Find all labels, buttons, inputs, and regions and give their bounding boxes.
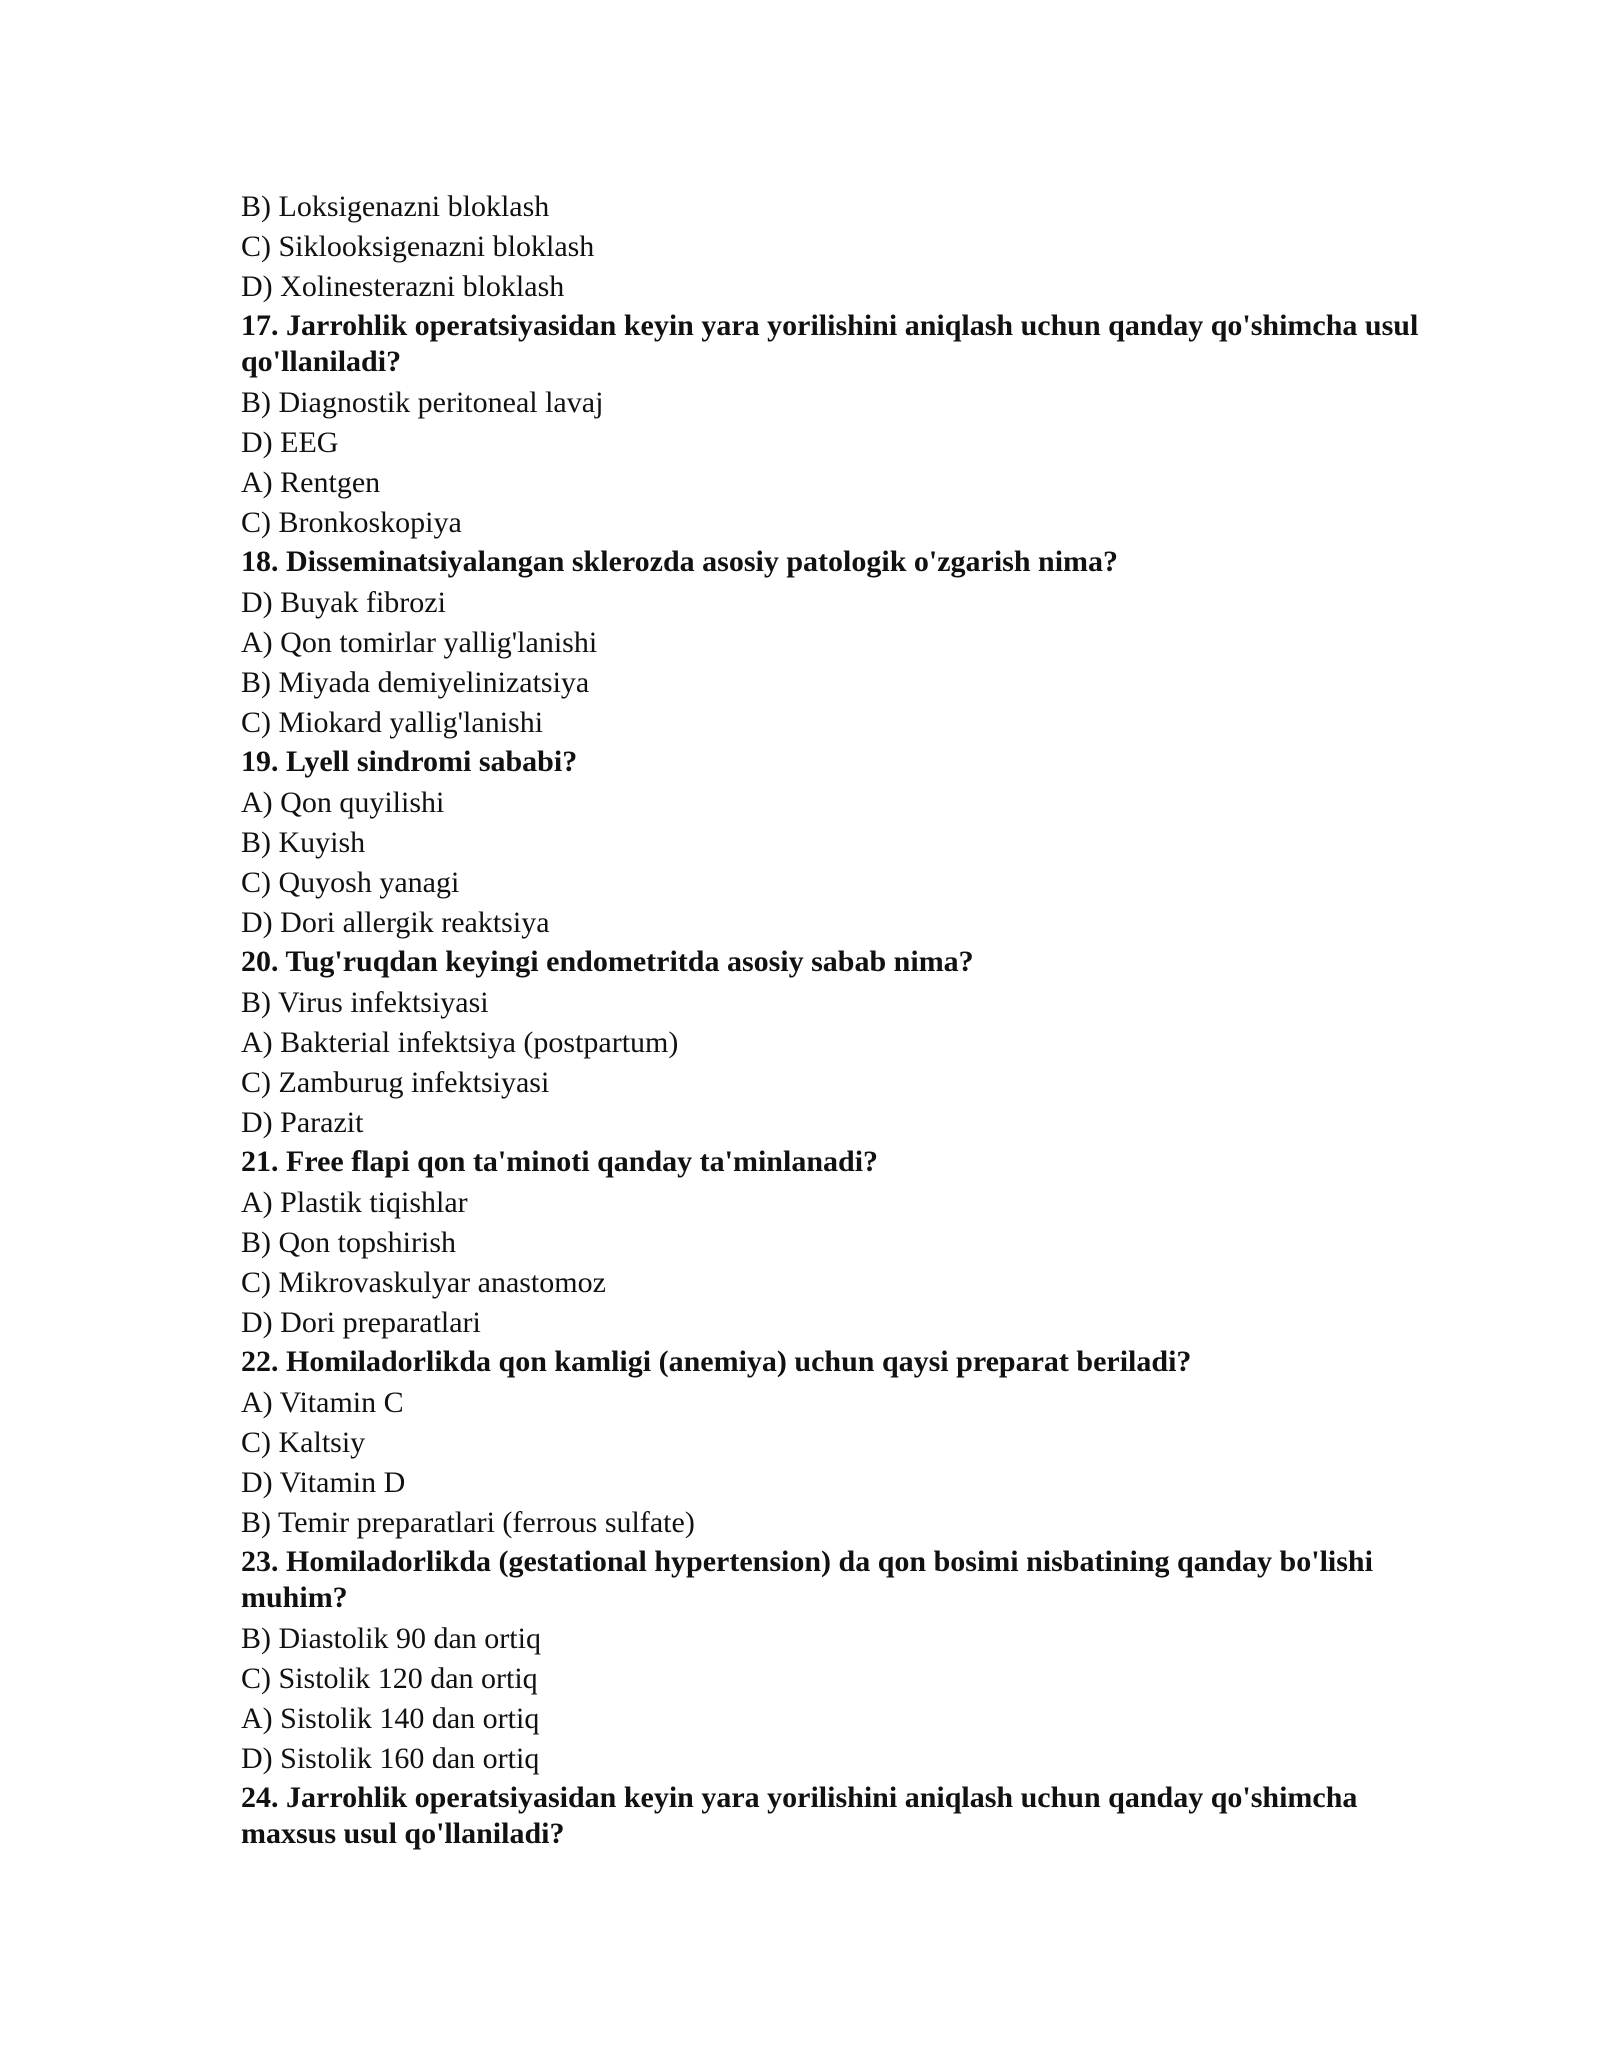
answer-option: B) Miyada demiyelinizatsiya — [241, 666, 590, 699]
question-text: 22. Homiladorlikda qon kamligi (anemiya) uchun qaysi preparat beriladi? — [241, 1345, 1192, 1378]
question-text: 19. Lyell sindromi sababi? — [241, 745, 578, 778]
answer-option: D) Xolinesterazni bloklash — [241, 270, 565, 303]
question-text: 18. Disseminatsiyalangan sklerozda asosiy patologik o'zgarish nima? — [241, 545, 1119, 578]
answer-option: D) Dori allergik reaktsiya — [241, 906, 550, 939]
answer-option: D) Parazit — [241, 1106, 364, 1139]
answer-option: C) Siklooksigenazni bloklash — [241, 230, 595, 263]
answer-option: D) EEG — [241, 426, 339, 459]
answer-option: A) Qon tomirlar yallig'lanishi — [241, 626, 598, 659]
answer-option: C) Bronkoskopiya — [241, 506, 462, 539]
answer-option: D) Vitamin D — [241, 1466, 406, 1499]
answer-option: C) Quyosh yanagi — [241, 866, 460, 899]
answer-option: C) Mikrovaskulyar anastomoz — [241, 1266, 606, 1299]
answer-option: D) Buyak fibrozi — [241, 586, 446, 619]
answer-option: A) Rentgen — [241, 466, 381, 499]
question-text: 20. Tug'ruqdan keyingi endometritda asosiy sabab nima? — [241, 945, 974, 978]
answer-option: C) Zamburug infektsiyasi — [241, 1066, 550, 1099]
answer-option: B) Diastolik 90 dan ortiq — [241, 1622, 541, 1655]
answer-option: B) Kuyish — [241, 826, 366, 859]
answer-option: A) Plastik tiqishlar — [241, 1186, 468, 1219]
answer-option: B) Qon topshirish — [241, 1226, 457, 1259]
question-text: 23. Homiladorlikda (gestational hypertension) da qon bosimi nisbatining qanday bo'lishi muhim? — [241, 1545, 1373, 1614]
answer-option: A) Bakterial infektsiya (postpartum) — [241, 1026, 679, 1059]
answer-option: B) Temir preparatlari (ferrous sulfate) — [241, 1506, 695, 1539]
answer-option: A) Vitamin C — [241, 1386, 404, 1419]
answer-option: B) Loksigenazni bloklash — [241, 190, 550, 223]
answer-option: A) Qon quyilishi — [241, 786, 445, 819]
question-list — [241, 187, 1431, 1855]
answer-option: B) Virus infektsiyasi — [241, 986, 489, 1019]
question-text: 21. Free flapi qon ta'minoti qanday ta'minlanadi? — [241, 1145, 879, 1178]
answer-option: C) Miokard yallig'lanishi — [241, 706, 544, 739]
answer-option: C) Sistolik 120 dan ortiq — [241, 1662, 538, 1695]
answer-option: B) Diagnostik peritoneal lavaj — [241, 386, 604, 419]
answer-option: C) Kaltsiy — [241, 1426, 366, 1459]
answer-option: D) Dori preparatlari — [241, 1306, 481, 1339]
question-text: 17. Jarrohlik operatsiyasidan keyin yara yorilishini aniqlash uchun qanday qo'shimcha usul qo'llaniladi? — [241, 309, 1419, 378]
question-text: 24. Jarrohlik operatsiyasidan keyin yara yorilishini aniqlash uchun qanday qo'shimcha maxsus usul qo'llaniladi? — [241, 1781, 1358, 1850]
answer-option: A) Sistolik 140 dan ortiq — [241, 1702, 540, 1735]
answer-option: D) Sistolik 160 dan ortiq — [241, 1742, 540, 1775]
